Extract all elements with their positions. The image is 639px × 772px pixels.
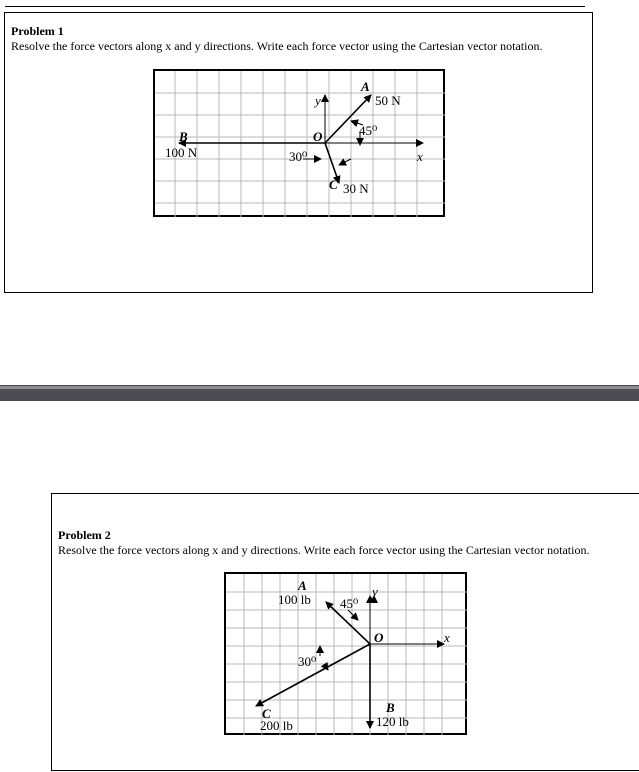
x-axis-label: x [444,630,450,645]
force-a-magnitude: 50 N [375,93,401,108]
x-axis-label: x [417,149,423,164]
angle-30-arrow-2 [339,159,351,165]
force-a-angle: 45⁰ [340,596,359,611]
force-a-name: A [298,578,307,593]
force-b-name: B [386,700,395,715]
force-c-magnitude: 200 lb [260,718,293,733]
force-c-name: C [329,177,338,192]
force-a-magnitude: 100 lb [278,592,311,607]
problem-1-box [4,12,593,293]
force-a-name: A [361,79,370,94]
problem-1-diagram [155,71,445,217]
y-axis-label: y [315,93,321,108]
force-b-name: B [179,129,188,144]
problem-2-diagram [226,574,467,735]
force-c-angle: 30⁰ [298,654,317,669]
force-c-angle: 30⁰ [289,149,308,164]
force-b-magnitude: 120 lb [376,714,409,729]
problem-1-statement: Resolve the force vectors along x and y directions. Write each force vector using the Cartesian vector notation. [11,39,543,53]
force-c-magnitude: 30 N [343,181,369,196]
problem-2-statement: Resolve the force vectors along x and y directions. Write each force vector using the Cartesian vector notation. [58,543,590,557]
origin-label: O [374,630,384,645]
force-c-name: C [262,706,271,721]
angle-45-arrow [348,610,358,620]
problem-1-figure [153,69,445,217]
top-rule [5,6,585,7]
problem-1-title: Problem 1 [11,24,64,38]
problem-2-figure [224,572,467,735]
y-axis-label: y [372,584,378,599]
problem-2-title: Problem 2 [58,528,111,542]
page-separator-highlight [0,386,639,389]
origin-label: O [313,129,323,144]
grid [155,71,445,217]
force-b-magnitude: 100 N [165,145,198,160]
force-a-angle: 45⁰ [359,123,378,138]
problem-2-box [51,493,639,771]
